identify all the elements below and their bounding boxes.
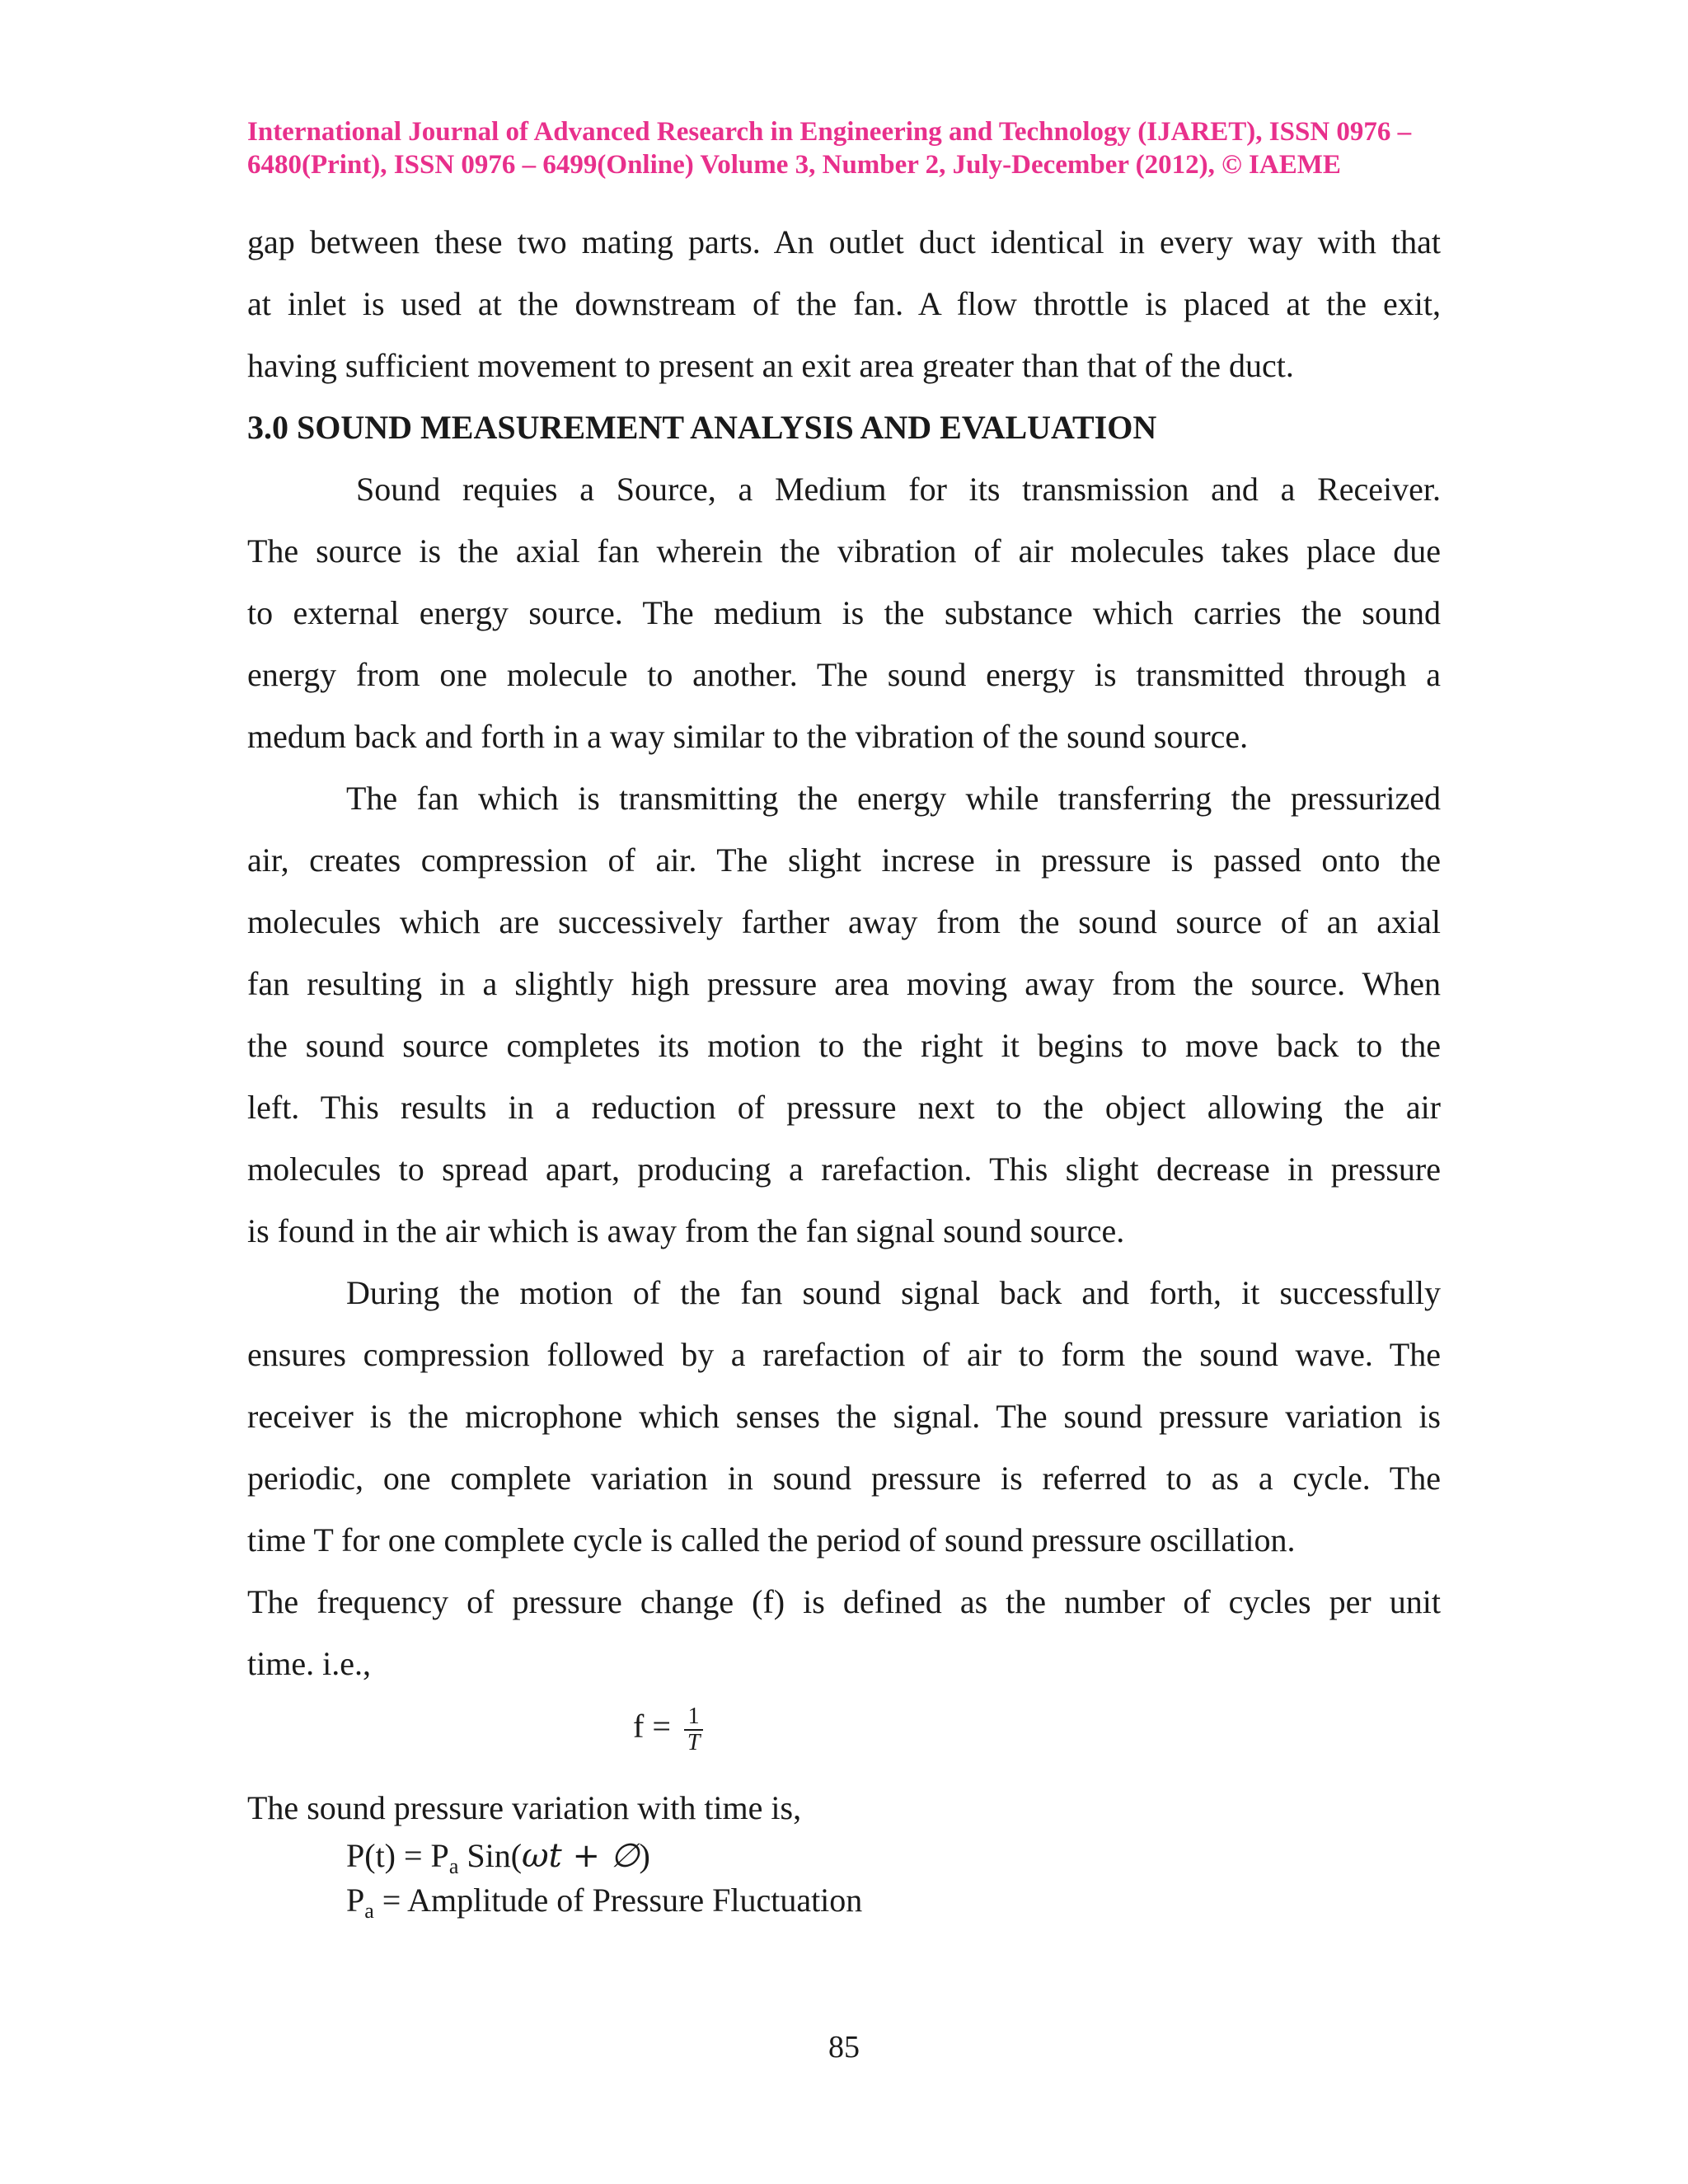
amplitude-definition [346, 1881, 862, 1924]
paragraph-line: The sound pressure variation with time is, [247, 1789, 802, 1826]
paragraph-line: medum back and forth in a way similar to the vibration of the sound source. [247, 718, 1249, 755]
paragraph-line: the sound source completes its motion to the right it begins to move back to the [247, 1027, 1441, 1064]
pressure-formula-lhs: P(t) = P [346, 1837, 449, 1874]
paragraph-line: periodic, one complete variation in sound pressure is referred to as a cycle. The [247, 1460, 1441, 1497]
paragraph-line: to external energy source. The medium is the substance which carries the sound [247, 594, 1441, 631]
paragraph-line: receiver is the microphone which senses the signal. The sound pressure variation is [247, 1398, 1441, 1435]
paragraph-line: gap between these two mating parts. An outlet duct identical in every way with that [247, 223, 1441, 260]
fraction-denominator: T [687, 1730, 701, 1755]
paragraph-line: molecules to spread apart, producing a rarefaction. This slight decrease in pressure [247, 1151, 1441, 1188]
paragraph-line: The source is the axial fan wherein the vibration of air molecules takes place due [247, 532, 1441, 569]
pressure-subscript: a [448, 1854, 459, 1878]
paragraph-line: During the motion of the fan sound signal back and forth, it successfully [346, 1274, 1441, 1311]
pressure-formula-func: Sin( [458, 1837, 523, 1874]
paragraph-line: The fan which is transmitting the energy while transferring the pressurized [346, 780, 1441, 817]
pressure-formula-argument: ωt + ∅ [522, 1837, 640, 1875]
frequency-formula [633, 1704, 703, 1755]
page-number: 85 [828, 2030, 860, 2064]
paragraph-line: time. i.e., [247, 1645, 371, 1682]
pressure-formula-close: ) [639, 1837, 650, 1874]
paragraph-line: Sound requies a Source, a Medium for its transmission and a Receiver. [356, 471, 1441, 508]
definition-symbol: P [346, 1882, 365, 1919]
definition-text: = Amplitude of Pressure Fluctuation [373, 1882, 863, 1919]
paragraph-line: energy from one molecule to another. The sound energy is transmitted through a [247, 656, 1441, 693]
paragraph-line: at inlet is used at the downstream of the fan. A flow throttle is placed at the exit, [247, 285, 1441, 322]
paragraph-line: having sufficient movement to present an exit area greater than that of the duct. [247, 347, 1294, 384]
paragraph-line: ensures compression followed by a rarefaction of air to form the sound wave. The [247, 1336, 1441, 1373]
formula-lhs: f = [633, 1708, 671, 1746]
section-heading: 3.0 SOUND MEASUREMENT ANALYSIS AND EVALUATION [247, 409, 1157, 446]
fraction-numerator: 1 [684, 1704, 704, 1731]
paragraph-line: fan resulting in a slightly high pressure area moving away from the source. When [247, 965, 1441, 1002]
paragraph-line: left. This results in a reduction of pressure next to the object allowing the air [247, 1089, 1441, 1126]
paragraph-line: is found in the air which is away from the fan signal sound source. [247, 1212, 1125, 1249]
paragraph-line: molecules which are successively farther away from the sound source of an axial [247, 903, 1441, 940]
paragraph-line: air, creates compression of air. The slight increse in pressure is passed onto the [247, 841, 1441, 879]
journal-header-line-1: International Journal of Advanced Research in Engineering and Technology (IJARET), ISSN 0976 – [247, 117, 1412, 147]
journal-header [247, 115, 1467, 181]
pressure-formula [346, 1836, 650, 1879]
definition-subscript: a [364, 1899, 374, 1923]
fraction [684, 1704, 704, 1755]
paragraph-line: The frequency of pressure change (f) is defined as the number of cycles per unit [247, 1583, 1441, 1620]
paragraph-line: time T for one complete cycle is called the period of sound pressure oscillation. [247, 1521, 1296, 1558]
journal-header-line-2: 6480(Print), ISSN 0976 – 6499(Online) Volume 3, Number 2, July-December (2012), © IAEME [247, 150, 1341, 180]
